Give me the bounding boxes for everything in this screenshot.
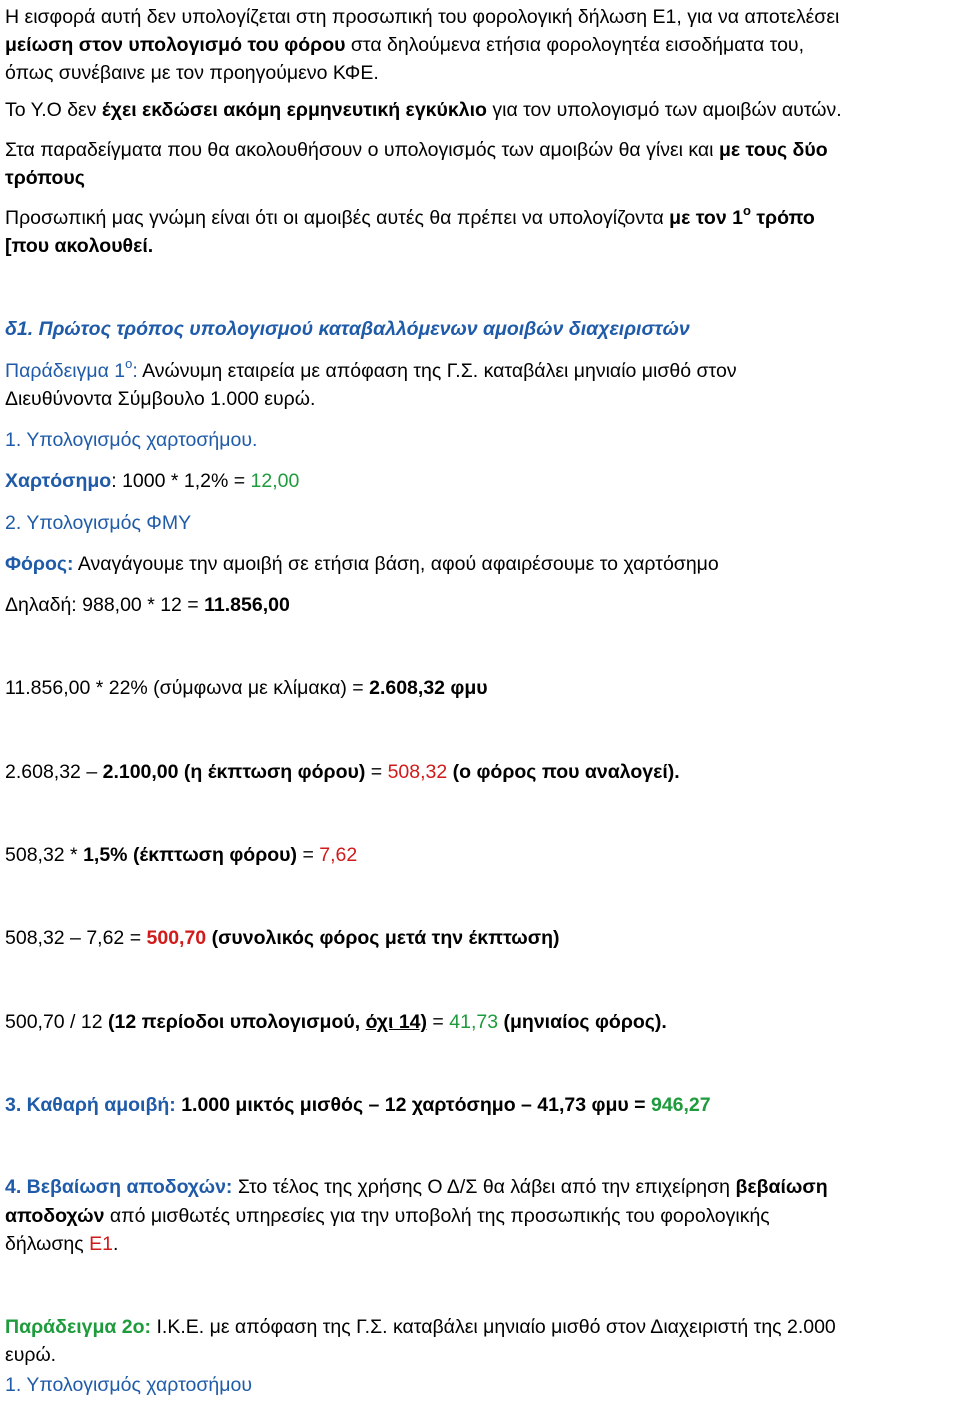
net-label: 3. Καθαρή αμοιβή: [5, 1094, 176, 1116]
tax-line [5, 549, 952, 579]
cert-a: Στο τέλος της χρήσης Ο Δ/Σ θα λάβει από την επιχείρηση [232, 1176, 736, 1198]
ypo-a: Το Υ.Ο δεν [5, 99, 102, 121]
section-title: δ1. Πρώτος τρόπος υπολογισμού καταβαλλόμενων αμοιβών διαχειριστών [5, 318, 690, 340]
cert-b: βεβαίωση [735, 1176, 828, 1198]
stamp-result: 12,00 [250, 470, 300, 492]
total-line [5, 923, 952, 953]
monthly-line [5, 1007, 952, 1037]
stamp-line [5, 466, 952, 496]
net-line [5, 1090, 952, 1120]
monthly-a: 500,70 / 12 [5, 1011, 109, 1033]
tax-label: Φόρος: [5, 553, 74, 575]
example1-colon: : [132, 360, 138, 382]
net-calc: 1.000 μικτός μισθός – 12 χαρτόσημο – 41,73 φμυ = [175, 1094, 651, 1116]
cert-line-1 [5, 1172, 952, 1202]
tax-text: Αναγάγουμε την αμοιβή σε ετήσια βάση, αφού αφαιρέσουμε το χαρτόσημο [73, 553, 719, 575]
step1-heading: 1. Υπολογισμός χαρτοσήμου. [5, 429, 258, 451]
total-a: 508,32 – 7,62 = [5, 927, 147, 949]
discount-b: 1,5% (έκπτωση φόρου) [83, 844, 298, 866]
monthly-f: (μηνιαίος φόρος). [498, 1011, 667, 1033]
net-result: 946,27 [650, 1094, 711, 1116]
example2-text: Ι.Κ.Ε. με απόφαση της Γ.Σ. καταβάλει μηνιαίο μισθό στον Διαχειριστή της 2.000 [151, 1316, 836, 1338]
annual-calc: Δηλαδή: 988,00 * 12 = [5, 594, 205, 616]
opinion-sup: ο [742, 202, 751, 218]
deduction-c: = [365, 761, 388, 783]
example1-text: Ανώνυμη εταιρεία με απόφαση της Γ.Σ. καταβάλει μηνιαίο μισθό στον [137, 360, 737, 382]
examples-note-a: Στα παραδείγματα που θα ακολουθήσουν ο υπολογισμός των αμοιβών θα γίνει και [5, 139, 719, 161]
example1-line-1 [5, 356, 952, 386]
ypo-paragraph [5, 95, 952, 125]
stamp-calc: : 1000 * 1,2% = [111, 470, 251, 492]
intro-line-1: Η εισφορά αυτή δεν υπολογίζεται στη προσωπική του φορολογική δήλωση Ε1, για να αποτελέσει [5, 6, 840, 28]
ypo-b: έχει εκδώσει ακόμη ερμηνευτική εγκύκλιο [101, 99, 487, 121]
deduction-tax: 508,32 [387, 761, 448, 783]
step1b-heading: 1. Υπολογισμός χαρτοσήμου [5, 1374, 252, 1396]
opinion-c: τρόπο [750, 207, 815, 229]
opinion-b: με τον 1 [669, 207, 743, 229]
examples-note-b: με τους δύο [718, 139, 828, 161]
example2-line-2: ευρώ. [5, 1344, 57, 1366]
intro-text: στα δηλούμενα ετήσια φορολογητέα εισοδήματα του, [345, 34, 805, 56]
monthly-c: όχι 14) [365, 1011, 428, 1033]
opinion-line-2: [που ακολουθεί. [5, 235, 154, 257]
deduction-a: 2.608,32 – [5, 761, 103, 783]
annual-result: 11.856,00 [204, 594, 290, 616]
intro-line-3: όπως συνέβαινε με τον προηγούμενο ΚΦΕ. [5, 62, 379, 84]
cert-d: από μισθωτές υπηρεσίες για την υποβολή της προσωπικής του φορολογικής [104, 1205, 770, 1227]
example1-label: Παράδειγμα 1 [5, 360, 126, 382]
ypo-c: για τον υπολογισμό των αμοιβών αυτών. [486, 99, 842, 121]
examples-note-line-1 [5, 135, 952, 165]
scale-calc: 11.856,00 * 22% (σύμφωνα με κλίμακα) = [5, 677, 370, 699]
discount-a: 508,32 * [5, 844, 84, 866]
cert-line-2 [5, 1201, 952, 1231]
deduction-b: 2.100,00 (η έκπτωση φόρου) [102, 761, 366, 783]
step2-heading: 2. Υπολογισμός ΦΜΥ [5, 512, 192, 534]
example2-label: Παράδειγμα 2ο: [5, 1316, 152, 1338]
discount-result: 7,62 [319, 844, 358, 866]
discount-c: = [297, 844, 320, 866]
intro-bold: μείωση στον υπολογισμό του φόρου [5, 34, 346, 56]
stamp-label: Χαρτόσημο [5, 470, 112, 492]
opinion-line-1 [5, 203, 952, 233]
deduction-line [5, 757, 952, 787]
cert-e: δήλωσης [5, 1233, 90, 1255]
total-result: 500,70 [146, 927, 207, 949]
monthly-b: (12 περίοδοι υπολογισμού, [108, 1011, 366, 1033]
intro-line-2 [5, 30, 952, 60]
cert-g: . [112, 1233, 119, 1255]
example2-line-1 [5, 1312, 952, 1342]
total-c: (συνολικός φόρος μετά την έκπτωση) [206, 927, 560, 949]
discount-line [5, 840, 952, 870]
deduction-e: (ο φόρος που αναλογεί). [447, 761, 680, 783]
examples-note-line-2: τρόπους [5, 167, 85, 189]
cert-c: αποδοχών [5, 1205, 105, 1227]
example1-line-2: Διευθύνοντα Σύμβουλο 1.000 ευρώ. [5, 388, 316, 410]
cert-label: 4. Βεβαίωση αποδοχών: [5, 1176, 233, 1198]
opinion-a: Προσωπική μας γνώμη είναι ότι οι αμοιβές αυτές θα πρέπει να υπολογίζοντα [5, 207, 670, 229]
scale-line [5, 673, 952, 703]
scale-result: 2.608,32 φμυ [369, 677, 488, 699]
monthly-result: 41,73 [449, 1011, 499, 1033]
annual-line [5, 590, 952, 620]
monthly-d: = [427, 1011, 450, 1033]
cert-line-3 [5, 1229, 952, 1259]
example1-sup: ο [125, 355, 133, 371]
cert-f: Ε1 [89, 1233, 113, 1255]
